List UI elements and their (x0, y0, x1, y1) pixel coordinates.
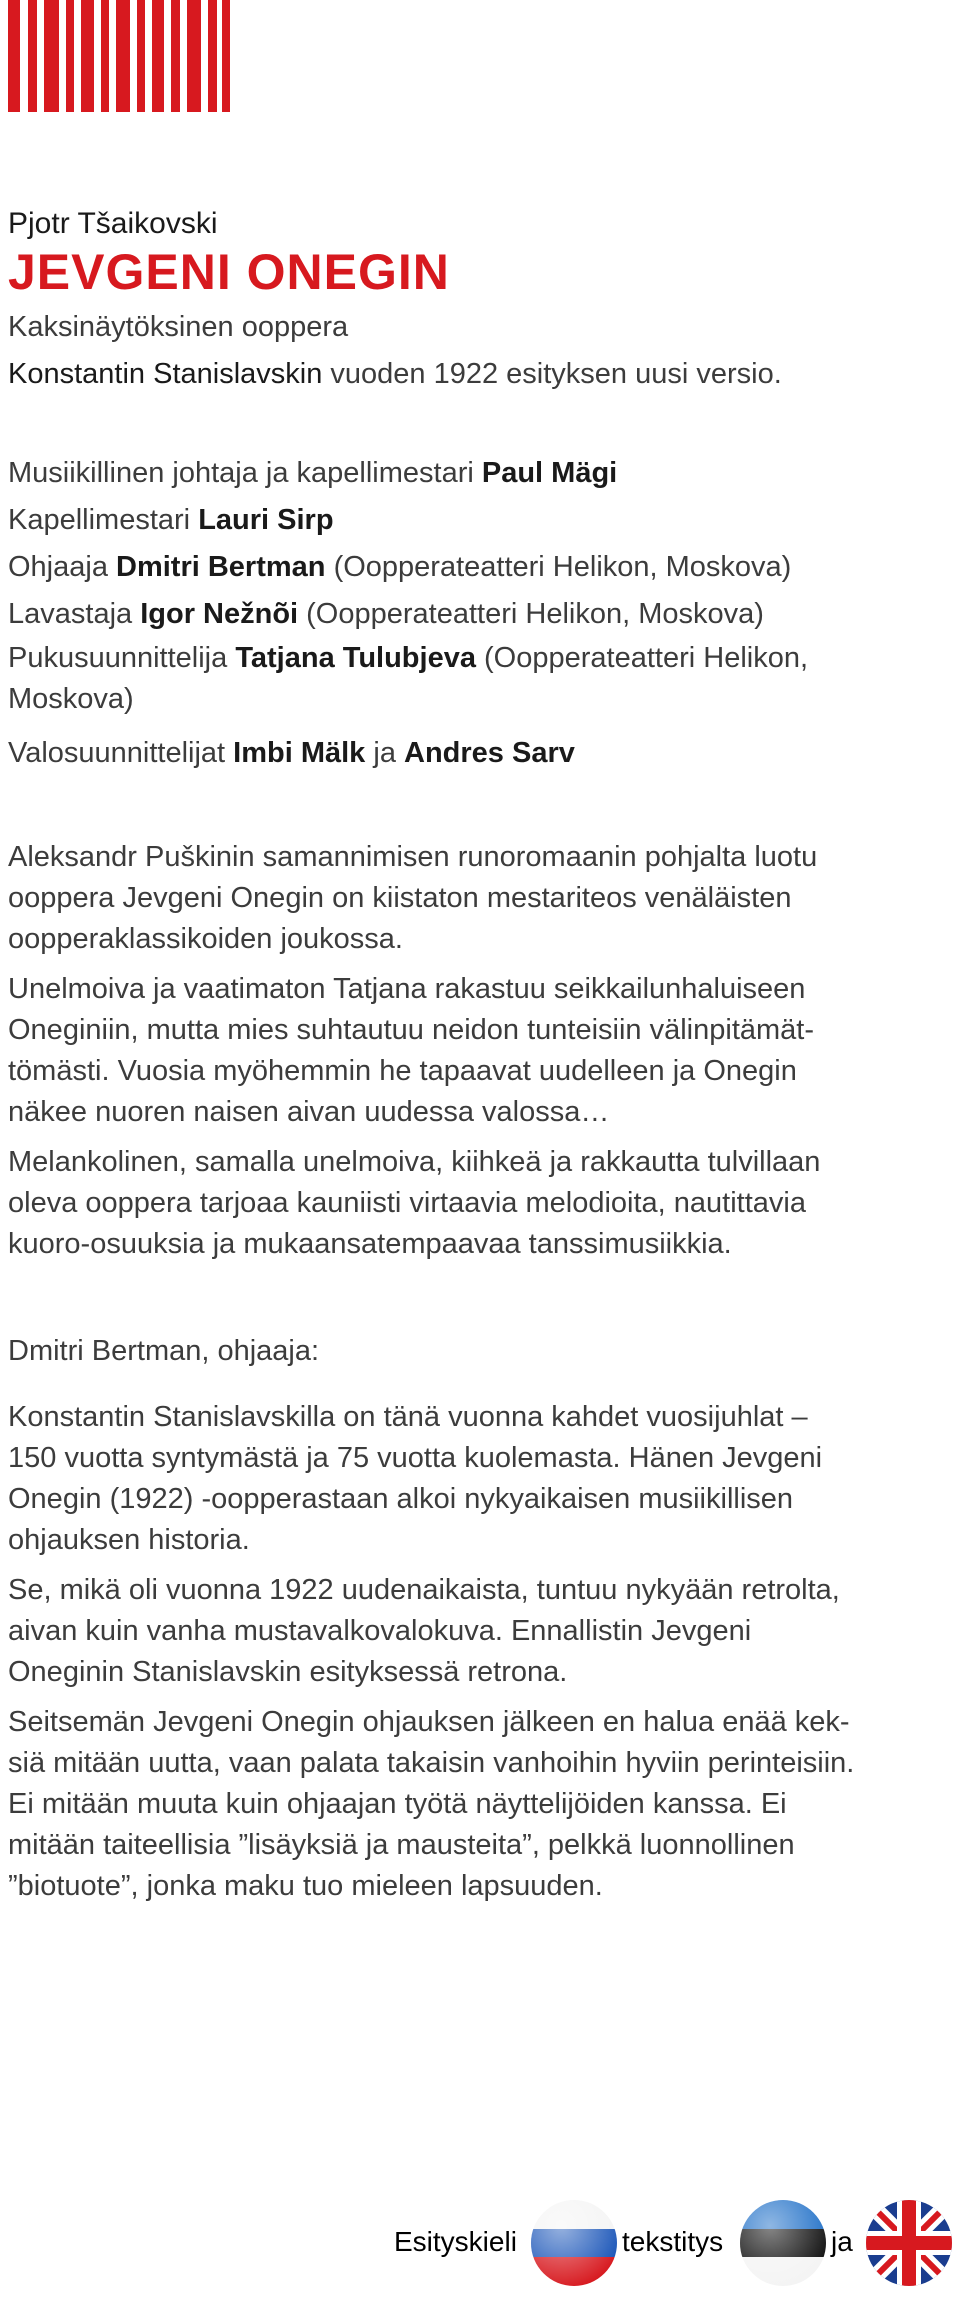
description-paragraph: Unelmoiva ja vaatimaton Tatjana rakastuu seikkailunhaluiseen Oneginiin, mutta mies suhtautuu neidon tunteisiin välinpitämät- tömästi. Vuosia myöhemmin he tapaavat uudelleen ja Onegin näkee nuoren naisen aivan uudessa valossa… (8, 973, 815, 1128)
description-paragraph: Aleksandr Puškinin samannimisen runoromaanin pohjalta luotu ooppera Jevgeni Onegin on kiistaton mestariteos venäläisten oopperaklassikoiden joukossa. (8, 841, 818, 955)
credits-list (8, 450, 938, 777)
quote-paragraph: Se, mikä oli vuonna 1922 uudenaikaista, tuntuu nykyään retrolta, aivan kuin vanha mustavalkovalokuva. Ennallistin Jevgeni Oneginin Stanislavskin esityksessä retrona. (8, 1574, 840, 1688)
composer-name: Pjotr Tšaikovski (8, 207, 218, 240)
credit-line: Kapellimestari Lauri Sirp (8, 504, 334, 536)
subtitles-label: tekstitys (622, 2226, 724, 2257)
credit-line: Musiikillinen johtaja ja kapellimestari Paul Mägi (8, 457, 618, 489)
quote-paragraph: Konstantin Stanislavskilla on tänä vuonna kahdet vuosijuhlat – 150 vuotta syntymästä ja 75 vuotta kuolemasta. Hänen Jevgeni Onegin (1922) -oopperastaan alkoi nykyaikaisen musiikillisen ohjauksen historia. (8, 1401, 823, 1556)
credit-line: Lavastaja Igor Nežnõi (Oopperateatteri Helikon, Moskova) (8, 598, 764, 630)
estonian-flag-icon (740, 2200, 826, 2286)
british-flag-icon (866, 2200, 952, 2286)
language-footer (0, 2198, 960, 2298)
opera-title: JEVGENI ONEGIN (8, 244, 450, 300)
credit-line: Valosuunnittelijat Imbi Mälk ja Andres Sarv (8, 737, 575, 769)
main-content (8, 206, 938, 1916)
opera-description (8, 837, 938, 1265)
credit-line: Moskova) (8, 683, 134, 715)
language-label: Esityskieli (394, 2226, 517, 2257)
credit-line: Pukusuunnittelija Tatjana Tulubjeva (Oopperateatteri Helikon, (8, 642, 809, 674)
russian-flag-icon (531, 2200, 617, 2286)
quote-paragraph: Seitsemän Jevgeni Onegin ohjauksen jälkeen en halua enää kek- siä mitään uutta, vaan palata takaisin vanhoihin hyviin perinteisiin. Ei mitään muuta kuin ohjaajan työtä näyttelijöiden kanssa. Ei mitään taiteellisia ”lisäyksiä ja mausteita”, pelkkä luonnollinen ”biotuote”, jonka maku tuo mieleen lapsuuden. (8, 1706, 855, 1902)
logo-bars (8, 0, 230, 112)
and-label: ja (831, 2226, 853, 2257)
credit-line: Ohjaaja Dmitri Bertman (Oopperateatteri Helikon, Moskova) (8, 551, 792, 583)
quote-heading: Dmitri Bertman, ohjaaja: (8, 1335, 320, 1367)
version-note: Konstantin Stanislavskin vuoden 1922 esityksen uusi versio. (8, 358, 782, 390)
description-paragraph: Melankolinen, samalla unelmoiva, kiihkeä ja rakkautta tulvillaan oleva ooppera tarjoaa kauniisti virtaavia melodioita, nautittavia kuoro-osuuksia ja mukaansatempaavaa tanssimusiikkia. (8, 1146, 821, 1260)
director-quote (8, 1397, 938, 1907)
opera-subtitle: Kaksinäytöksinen ooppera (8, 311, 349, 343)
